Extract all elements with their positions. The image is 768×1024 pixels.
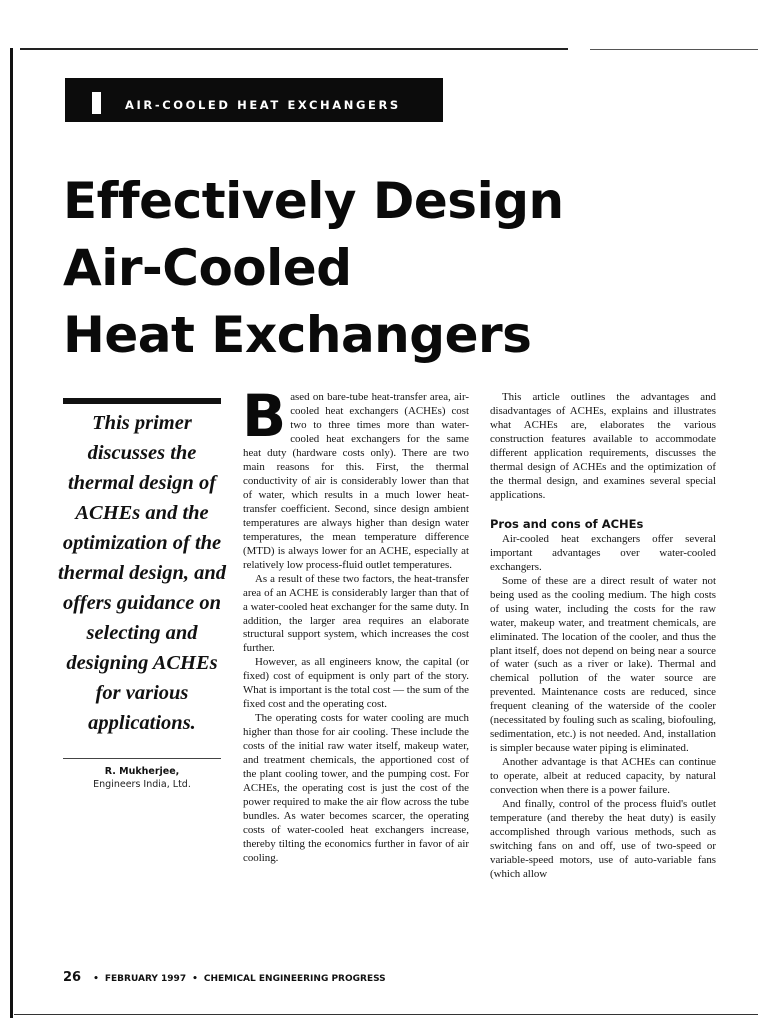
headline-line-3: Heat Exchangers xyxy=(63,306,532,364)
section-marker-icon xyxy=(92,92,101,114)
bottom-rule xyxy=(14,1014,758,1015)
section-subhead: Pros and cons of ACHEs xyxy=(490,516,644,531)
author-rule xyxy=(63,758,221,759)
paragraph: Air-cooled heat exchangers offer several important advantages over water-cooled exchangers. xyxy=(490,532,716,573)
section-label: AIR-COOLED HEAT EXCHANGERS xyxy=(125,98,401,112)
drop-cap: B xyxy=(242,382,287,450)
paragraph-text: ased on bare-tube heat-transfer area, air-cooled heat exchangers (ACHEs) cost two to three times more than water-cooled heat exchangers for the same heat duty (hardware costs only). There are two main reasons for this. First, the thermal conductivity of air is considerably lower than that of water, which results in a much lower heat-transfer coefficient. Second, since design ambient temperatures are always higher than design water temperatures, the mean temperature difference (MTD) is always lower for an ACHE, especially at relatively low process-fluid outlet temperatures. xyxy=(243,391,469,571)
headline-line-2: Air-Cooled xyxy=(63,239,352,297)
paragraph xyxy=(242,382,469,573)
primer-rule xyxy=(63,398,221,404)
top-rule xyxy=(20,48,568,50)
paragraph: However, as all engineers know, the capital (or fixed) cost of equipment is only part of the story. What is important is the total cost — the sum of the fixed cost and the operating cost. xyxy=(243,656,469,711)
paragraph: And finally, control of the process fluid's outlet temperature (and thereby the heat duty) is easily accomplished through various methods, such as switching fans on and off, use of two-speed or variable-speed motors, use of auto-variable fans (which allow xyxy=(490,798,716,880)
body-column-right xyxy=(490,391,716,882)
page-number: 26 xyxy=(63,970,82,985)
paragraph: As a result of these two factors, the heat-transfer area of an ACHE is considerably larger than that of a water-cooled heat exchanger for the same duty. In addition, the larger area requires an elaborate structural support system, which increases the cost further. xyxy=(243,572,469,655)
footer-separator: • xyxy=(93,974,99,984)
issue-date: FEBRUARY 1997 xyxy=(104,974,187,984)
primer-text: This primer discusses the thermal design of ACHEs and the optimization of the thermal design, and offers guidance on selecting and designing ACHEs for various applications. xyxy=(57,412,226,734)
page-footer xyxy=(63,970,386,985)
body-column-middle xyxy=(242,382,469,866)
paragraph: The operating costs for water cooling are much higher than those for air cooling. These include the costs of the initial raw water itself, makeup water, and treatment chemicals, the apportioned cost of the plant cooling tower, and the pumping cost. For ACHEs, the operating cost is just the cost of the power required to make the air flow across the tube bundles. As water becomes scarcer, the operating costs of water-cooled heat exchangers increase, thereby tilting the economics further in favor of air cooling. xyxy=(243,712,469,864)
headline xyxy=(63,168,743,369)
top-rule-extension xyxy=(590,49,758,50)
author-name: R. Mukherjee, xyxy=(104,766,180,777)
paragraph: Some of these are a direct result of water not being used as the cooling medium. The high costs of using water, including the costs for the raw water, makeup water, and treatment chemicals, are eliminated. The location of the cooler, and thus the plant itself, does not depend on being near a source of water (such as a river or lake). Thermal and chemical pollution of the water source are prevented. Maintenance costs are reduced, since frequent cleaning of the waterside of the cooler (necessitated by fouling such as scaling, biofouling, sedimentation, etc.) is not needed. And, installation is simpler because water piping is eliminated. xyxy=(490,574,716,755)
journal-name: CHEMICAL ENGINEERING PROGRESS xyxy=(203,974,386,984)
author-affiliation: Engineers India, Ltd. xyxy=(93,779,191,790)
paragraph: This article outlines the advantages and disadvantages of ACHEs, explains and illustrates what ACHEs are, elaborates the various construction features available to accommodate different application requirements, discusses the thermal design of ACHEs and the optimization of the thermal design, and examines several special applications. xyxy=(490,391,716,501)
footer-separator: • xyxy=(192,974,198,984)
page-edge xyxy=(10,48,13,1018)
headline-line-1: Effectively Design xyxy=(63,172,564,230)
paragraph: Another advantage is that ACHEs can continue to operate, albeit at reduced capacity, by natural convection when there is a power failure. xyxy=(490,756,716,797)
